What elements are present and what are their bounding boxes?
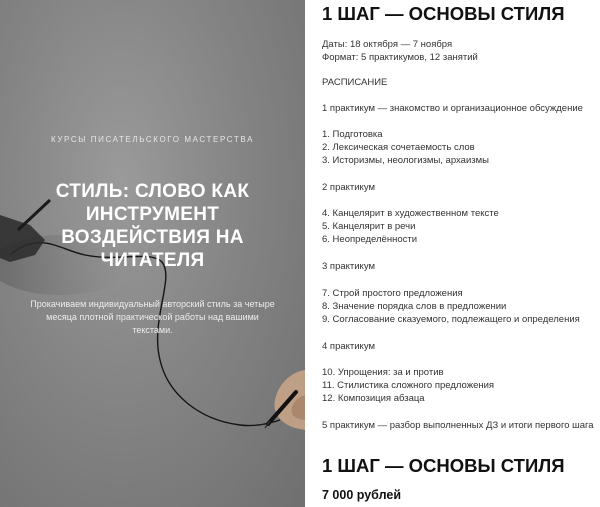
lesson-4: 4. Канцелярит в художественном тексте xyxy=(322,208,499,219)
lesson-6: 6. Неопределённости xyxy=(322,234,418,245)
lesson-7: 7. Строй простого предложения xyxy=(322,288,463,299)
hero-eyebrow: КУРСЫ ПИСАТЕЛЬСКОГО МАСТЕРСТВА xyxy=(50,135,255,144)
lesson-8: 8. Значение порядка слов в предложении xyxy=(322,301,507,312)
lesson-1: 1. Подготовка xyxy=(322,129,383,140)
practicum-5: 5 практикум — разбор выполненных ДЗ и итоги первого шага xyxy=(322,420,594,431)
lesson-12: 12. Композиция абзаца xyxy=(322,393,425,404)
lesson-9: 9. Согласование сказуемого, подлежащего и определения xyxy=(322,314,580,325)
section-title: 1 ШАГ — ОСНОВЫ СТИЛЯ xyxy=(322,455,565,476)
hero-subtitle: Прокачиваем индивидуальный авторский стиль за четыре месяца плотной практической работы над вашими текстами. xyxy=(30,299,275,335)
hero-title: СТИЛЬ: СЛОВО КАК ИНСТРУМЕНТ ВОЗДЕЙСТВИЯ НА ЧИТАТЕЛЯ xyxy=(55,181,250,271)
course-dates: Даты: 18 октября — 7 ноября xyxy=(322,39,453,50)
practicum-1: 1 практикум — знакомство и организационное обсуждение xyxy=(322,103,583,114)
course-meta xyxy=(322,38,478,64)
lesson-5: 5. Канцелярит в речи xyxy=(322,221,416,232)
practicum-2: 2 практикум xyxy=(322,182,375,193)
practicum-3: 3 практикум xyxy=(322,261,375,272)
lesson-3: 3. Историзмы, неологизмы, архаизмы xyxy=(322,155,489,166)
schedule-label: РАСПИСАНИЕ xyxy=(322,77,388,88)
lesson-2: 2. Лексическая сочетаемость слов xyxy=(322,142,475,153)
lesson-10: 10. Упрощения: за и против xyxy=(322,367,444,378)
page-title: 1 ШАГ — ОСНОВЫ СТИЛЯ xyxy=(322,3,565,24)
practicum-4: 4 практикум xyxy=(322,341,375,352)
price: 7 000 рублей xyxy=(322,488,401,502)
lesson-11: 11. Стилистика сложного предложения xyxy=(322,380,495,391)
course-format: Формат: 5 практикумов, 12 занятий xyxy=(322,52,478,63)
